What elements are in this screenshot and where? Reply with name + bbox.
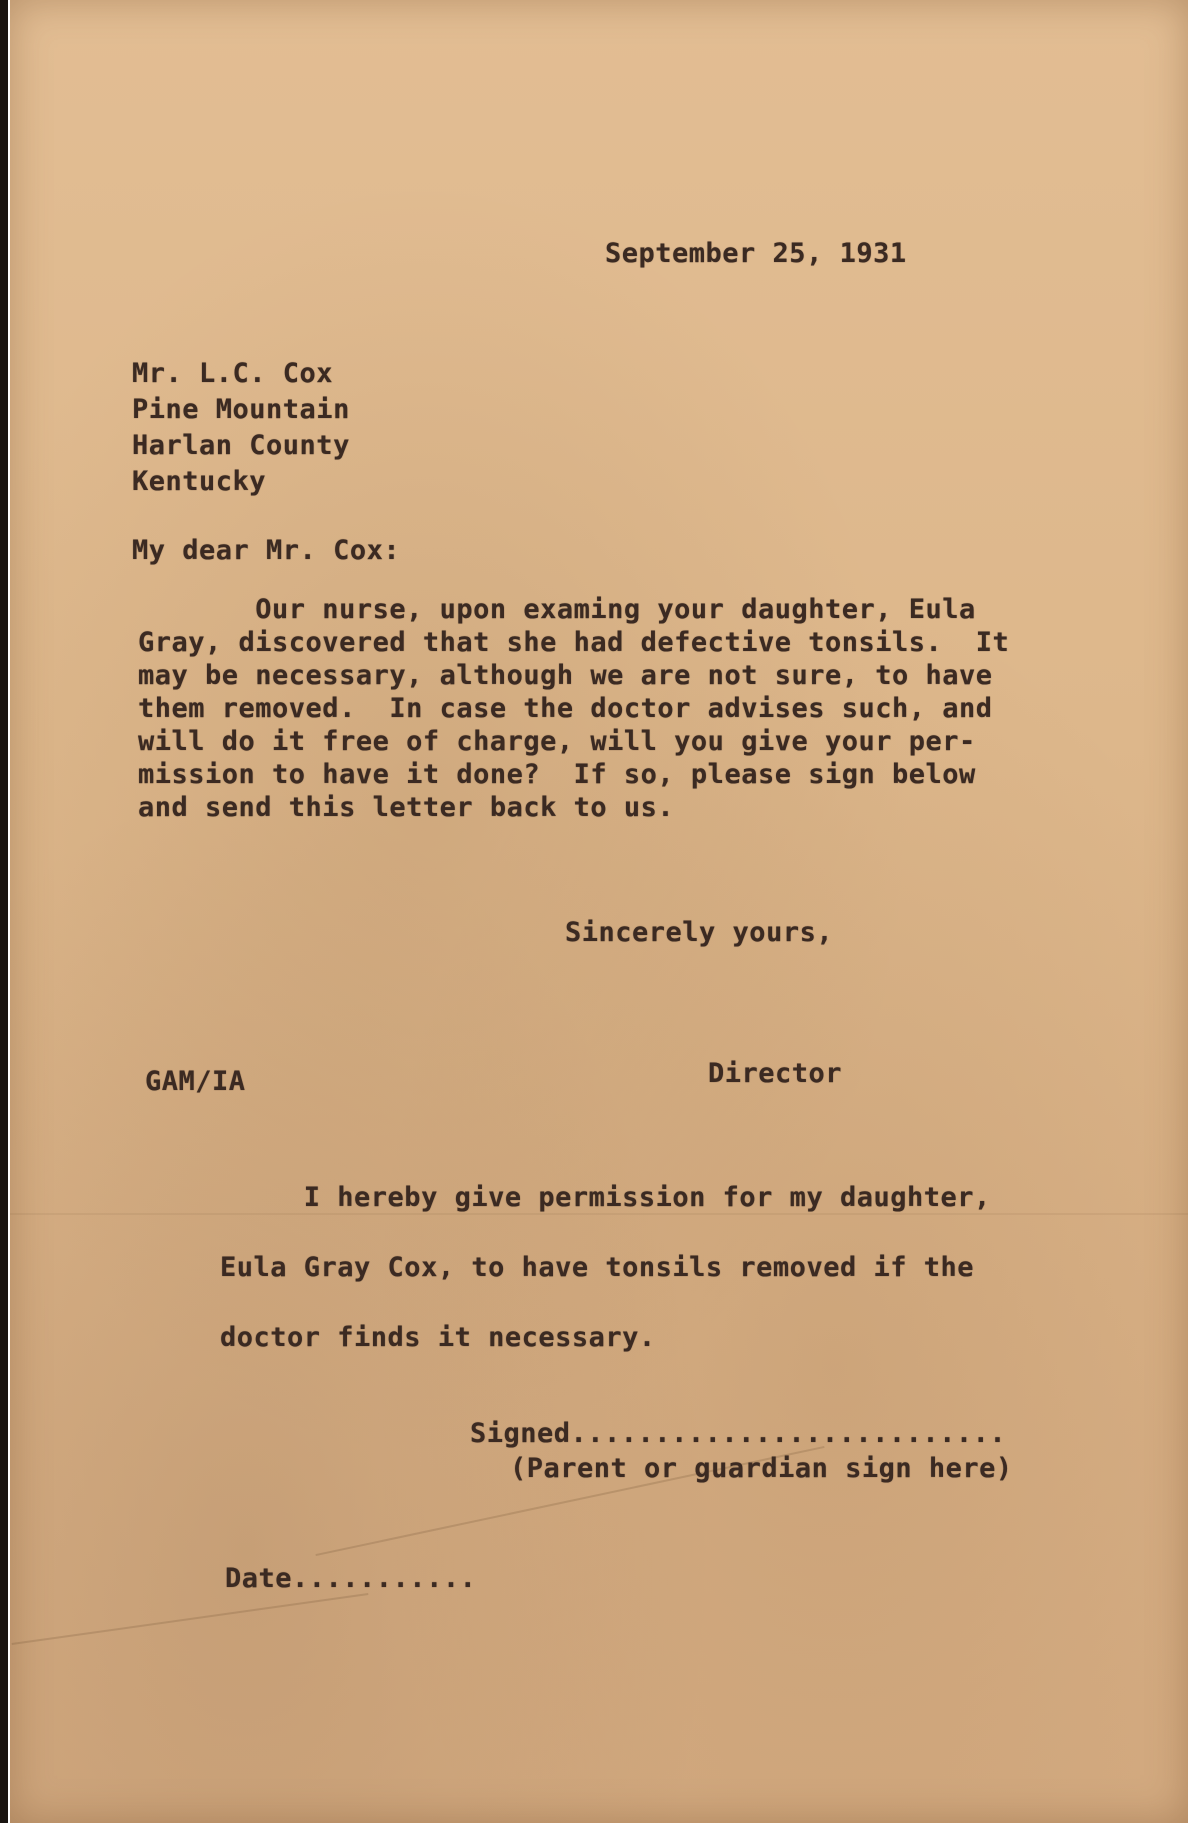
paper-crease xyxy=(12,1593,369,1645)
body-line: may be necessary, although we are not sure, to have xyxy=(138,660,993,691)
permission-line: Eula Gray Cox, to have tonsils removed if the xyxy=(220,1252,974,1283)
signature-line: Signed.......................... xyxy=(470,1418,1007,1449)
typist-initials: GAM/IA xyxy=(145,1066,246,1097)
body-line: Our nurse, upon examing your daughter, Eula xyxy=(138,594,976,625)
signer-title: Director xyxy=(708,1058,843,1089)
body-line: Gray, discovered that she had defective tonsils. It xyxy=(138,627,1010,658)
permission-line: doctor finds it necessary. xyxy=(220,1322,656,1353)
letter-sheet xyxy=(10,0,1188,1823)
permission-statement xyxy=(220,1163,991,1373)
recipient-address xyxy=(132,356,350,500)
recipient-name: Mr. L.C. Cox xyxy=(132,358,334,389)
body-line: will do it free of charge, will you give your per- xyxy=(138,726,976,757)
letter-date: September 25, 1931 xyxy=(605,238,907,269)
body-line: mission to have it done? If so, please sign below xyxy=(138,759,976,790)
body-line: and send this letter back to us. xyxy=(138,792,675,823)
date-line: Date........... xyxy=(225,1563,477,1594)
permission-line: I hereby give permission for my daughter, xyxy=(220,1182,991,1213)
recipient-town: Pine Mountain xyxy=(132,394,350,425)
scan-left-edge xyxy=(0,0,8,1823)
salutation: My dear Mr. Cox: xyxy=(132,535,401,566)
recipient-county: Harlan County xyxy=(132,430,350,461)
letter-body xyxy=(138,593,1009,824)
recipient-state: Kentucky xyxy=(132,466,267,497)
closing: Sincerely yours, xyxy=(565,917,834,948)
signature-note: (Parent or guardian sign here) xyxy=(510,1453,1013,1484)
body-line: them removed. In case the doctor advises such, and xyxy=(138,693,993,724)
